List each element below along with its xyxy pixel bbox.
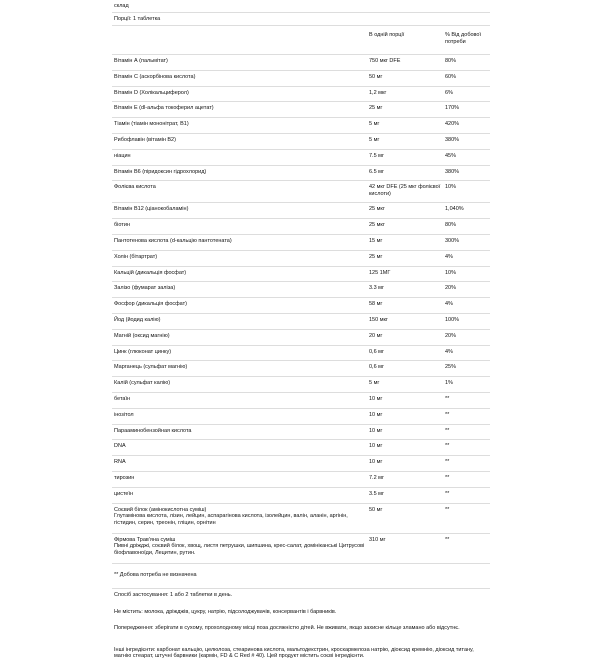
ingredient-name: ніацин: [114, 152, 131, 159]
ingredient-cell: [112, 55, 367, 71]
table-row: [112, 361, 490, 377]
table-row: [112, 298, 490, 314]
amount-cell: 5 мг: [367, 377, 443, 393]
ingredient-cell: [112, 361, 367, 377]
ingredient-name: DNA: [114, 443, 126, 450]
table-row: [112, 487, 490, 503]
daily-value-cell: 170%: [443, 102, 490, 118]
not-contains-text: Не містить: молока, дріжджів, цукру, натрію, підсолоджувачів, консервантів і барвників.: [114, 608, 337, 615]
amount-cell: 750 мкг DFE: [367, 55, 443, 71]
composition-heading: склад: [112, 0, 490, 13]
daily-value-cell: 45%: [443, 149, 490, 165]
ingredient-name: Вітамін В6 (піридоксин гідрохлорид): [114, 168, 207, 175]
amount-cell: 7.5 мг: [367, 149, 443, 165]
table-row: [112, 165, 490, 181]
ingredient-cell: [112, 503, 367, 533]
column-header-per-serving: В одній порції: [367, 26, 443, 55]
ingredient-name: Пантотенова кислота (d-кальцію пантотената): [114, 237, 232, 244]
amount-cell: 7.2 мг: [367, 471, 443, 487]
ingredient-name: бетаїн: [114, 395, 131, 402]
column-header-ingredient: [112, 26, 367, 55]
table-row: [112, 456, 490, 472]
daily-value-cell: 6%: [443, 86, 490, 102]
table-row: [112, 377, 490, 393]
amount-cell: 10 мг: [367, 456, 443, 472]
amount-cell: 25 мкг: [367, 203, 443, 219]
daily-value-cell: **: [443, 408, 490, 424]
amount-cell: 15 мг: [367, 234, 443, 250]
column-header-daily-value: % Від добової потреби: [443, 26, 490, 55]
table-row: [112, 70, 490, 86]
table-body: [112, 55, 490, 564]
ingredient-name: Тіамін (тіамін мононітрат, В1): [114, 121, 189, 128]
table-row: [112, 345, 490, 361]
table-row: [112, 86, 490, 102]
amount-cell: 0,6 мг: [367, 345, 443, 361]
ingredient-cell: [112, 329, 367, 345]
ingredient-cell: [112, 219, 367, 235]
ingredient-name: RNA: [114, 459, 126, 466]
daily-value-cell: **: [443, 440, 490, 456]
amount-cell: 25 мг: [367, 250, 443, 266]
table-row: [112, 503, 490, 533]
ingredient-name: біотин: [114, 222, 130, 229]
ingredient-name: Цинк (глюконат цинку): [114, 348, 172, 355]
ingredient-cell: [112, 118, 367, 134]
daily-value-cell: **: [443, 392, 490, 408]
table-row: [112, 55, 490, 71]
ingredient-cell: [112, 86, 367, 102]
daily-value-cell: 420%: [443, 118, 490, 134]
ingredient-cell: [112, 203, 367, 219]
table-row: [112, 408, 490, 424]
ingredient-cell: [112, 392, 367, 408]
table-row: [112, 329, 490, 345]
table-row: [112, 181, 490, 203]
ingredient-cell: [112, 282, 367, 298]
daily-value-cell: 300%: [443, 234, 490, 250]
daily-value-cell: 80%: [443, 55, 490, 71]
amount-cell: 10 мг: [367, 408, 443, 424]
amount-cell: 1,2 мкг: [367, 86, 443, 102]
ingredient-name: Фірмова Трав'яна суміш: [114, 536, 176, 543]
warning-text: Попередження: зберігати в сухому, прохолодному місці поза досяжністю дітей. Не вживати, якщо захисне кільце зламано або відсутнє.: [114, 624, 460, 631]
daily-value-cell: 10%: [443, 266, 490, 282]
ingredient-cell: [112, 533, 367, 563]
ingredient-components: Глутамінова кислота, лізин, лейцин, аспарагінова кислота, ізолейцин, валін, аланін, аргінін, гістидин, серин, треонін, гліцин, орнітин: [114, 513, 348, 526]
ingredient-name: Вітамін А (пальмітат): [114, 58, 168, 64]
ingredient-cell: [112, 377, 367, 393]
ingredient-name: Холін (бітартрат): [114, 253, 158, 260]
amount-cell: 10 мг: [367, 440, 443, 456]
ingredient-name: Вітамін С (аскорбінова кислота): [114, 73, 196, 80]
ingredient-cell: [112, 266, 367, 282]
amount-cell: 50 мг: [367, 503, 443, 533]
usage-text: Спосіб застосування: 1 або 2 таблетки в день.: [114, 591, 233, 598]
daily-value-cell: 25%: [443, 361, 490, 377]
ingredient-name: Залізо (фумарат заліза): [114, 285, 176, 292]
ingredient-name: Вітамін В12 (ціанокобаламін): [114, 206, 189, 213]
table-row: [112, 424, 490, 440]
ingredient-cell: [112, 149, 367, 165]
ingredient-cell: [112, 471, 367, 487]
ingredient-cell: [112, 70, 367, 86]
table-row: [112, 149, 490, 165]
ingredient-name: Фосфор (дикальція фосфат): [114, 301, 187, 308]
ingredient-name: Парааминобензойная кислота: [114, 427, 192, 434]
amount-cell: 25 мг: [367, 102, 443, 118]
daily-value-cell: **: [443, 456, 490, 472]
ingredient-cell: [112, 250, 367, 266]
daily-value-cell: 380%: [443, 165, 490, 181]
daily-value-cell: 80%: [443, 219, 490, 235]
amount-cell: 310 мг: [367, 533, 443, 563]
daily-value-cell: **: [443, 533, 490, 563]
daily-value-cell: 60%: [443, 70, 490, 86]
daily-value-cell: 100%: [443, 313, 490, 329]
ingredient-name: цистеїн: [114, 490, 134, 497]
footnote: ** Добова потреба не визначена: [112, 564, 490, 589]
amount-cell: 5 мг: [367, 133, 443, 149]
ingredient-cell: [112, 440, 367, 456]
table-row: [112, 471, 490, 487]
amount-cell: 150 мкг: [367, 313, 443, 329]
table-row: [112, 533, 490, 563]
ingredient-name: Соєвий білок (амінокислотна суміш): [114, 506, 207, 513]
ingredient-cell: [112, 456, 367, 472]
amount-cell: 3.5 мг: [367, 487, 443, 503]
table-row: [112, 234, 490, 250]
daily-value-cell: 1,040%: [443, 203, 490, 219]
table-row: [112, 250, 490, 266]
ingredient-cell: [112, 298, 367, 314]
table-row: [112, 102, 490, 118]
ingredient-cell: [112, 102, 367, 118]
table-row: [112, 118, 490, 134]
amount-cell: 10 мг: [367, 392, 443, 408]
ingredient-name: тирозин: [114, 474, 135, 481]
ingredient-name: Магній (оксид магнію): [114, 332, 170, 339]
ingredient-name: Рибофлавін (вітамін В2): [114, 136, 176, 143]
daily-value-cell: 20%: [443, 282, 490, 298]
ingredient-name: Кальцій (дикальція фосфат): [114, 269, 187, 276]
ingredient-cell: [112, 408, 367, 424]
serving-size: Порції: 1 таблетка: [112, 13, 490, 26]
daily-value-cell: **: [443, 503, 490, 533]
amount-cell: 25 мкг: [367, 219, 443, 235]
daily-value-cell: 380%: [443, 133, 490, 149]
ingredient-name: Вітамін Е (dl-альфа токоферил ацетат): [114, 105, 214, 112]
daily-value-cell: 4%: [443, 298, 490, 314]
other-ingredients-text: Інші інгредієнти: карбонат кальцію, целюлоза, стеаринова кислота, мальтодекстрин, кроскармелоза натрію, діоксид кремнію, діоксид титану, магнію стеарат, штучні барвники (кармін, FD & C Red # 40). Цей продукт містить соєві інгредієнти.: [114, 646, 474, 660]
ingredient-name: інозітол: [114, 411, 134, 418]
ingredient-name: Калій (сульфат калію): [114, 380, 171, 387]
ingredient-name: Вітамін D (Холікальциферол): [114, 89, 189, 96]
daily-value-cell: **: [443, 424, 490, 440]
amount-cell: 0,6 мг: [367, 361, 443, 377]
daily-value-cell: 1%: [443, 377, 490, 393]
table-row: [112, 266, 490, 282]
table-row: [112, 392, 490, 408]
ingredient-cell: [112, 487, 367, 503]
daily-value-cell: 20%: [443, 329, 490, 345]
ingredient-name: Марганець (сульфат магнію): [114, 364, 188, 371]
ingredient-cell: [112, 234, 367, 250]
daily-value-cell: 10%: [443, 181, 490, 203]
table-header-row: [112, 26, 490, 55]
ingredient-cell: [112, 133, 367, 149]
ingredient-components: Пивні дріжджі, соєвий білок, хвощ, листя петрушки, шипшина, крес-салат, домініканські Цитрусові біофлавоноїди, Лецитин, рутин.: [114, 543, 365, 556]
amount-cell: 5 мг: [367, 118, 443, 134]
amount-cell: 20 мг: [367, 329, 443, 345]
amount-cell: 6.5 мг: [367, 165, 443, 181]
ingredient-name: Фолієва кислота: [114, 184, 156, 191]
ingredient-cell: [112, 345, 367, 361]
table-row: [112, 313, 490, 329]
table-row: [112, 282, 490, 298]
table-row: [112, 203, 490, 219]
amount-cell: 50 мг: [367, 70, 443, 86]
nutrition-table: [112, 26, 490, 564]
table-row: [112, 219, 490, 235]
amount-cell: 3.3 мг: [367, 282, 443, 298]
ingredient-cell: [112, 313, 367, 329]
amount-cell: 10 мг: [367, 424, 443, 440]
ingredient-cell: [112, 424, 367, 440]
table-row: [112, 133, 490, 149]
daily-value-cell: **: [443, 471, 490, 487]
amount-cell: 125 1МГ: [367, 266, 443, 282]
amount-cell: 42 мкг DFE (25 мкг фолієвої кислоти): [367, 181, 443, 203]
amount-cell: 58 мг: [367, 298, 443, 314]
supplement-facts: [112, 0, 490, 666]
ingredient-cell: [112, 165, 367, 181]
ingredient-cell: [112, 181, 367, 203]
table-row: [112, 440, 490, 456]
daily-value-cell: **: [443, 487, 490, 503]
daily-value-cell: 4%: [443, 250, 490, 266]
ingredient-name: Йод (йодид калію): [114, 316, 161, 323]
daily-value-cell: 4%: [443, 345, 490, 361]
